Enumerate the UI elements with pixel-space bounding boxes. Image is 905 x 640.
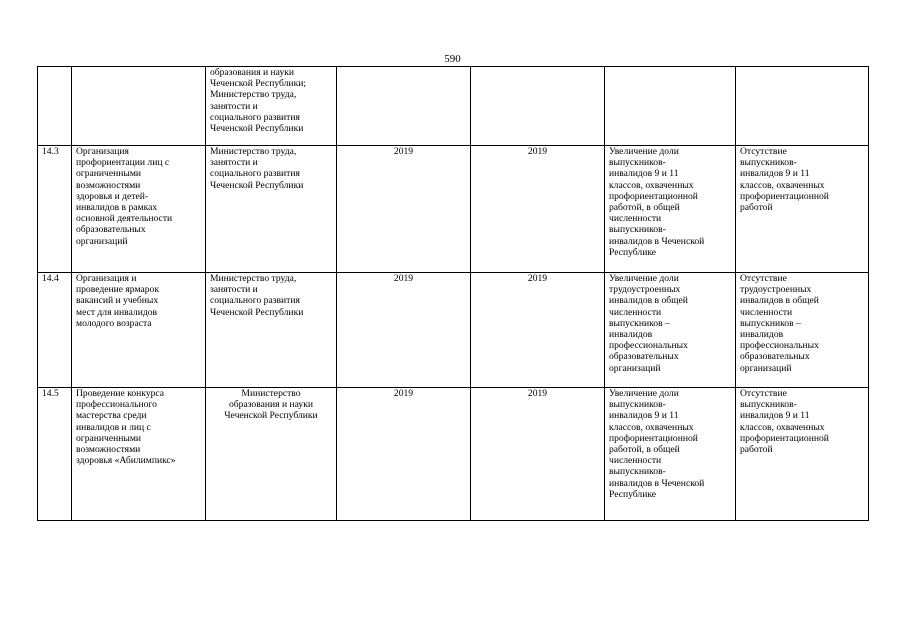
row-number: 14.3 [38,146,72,273]
activity-cell: Проведение конкурса профессионального мастерства среди инвалидов и лиц с ограниченными возможностями здоровья «Абилимпикс» [72,388,206,521]
executor-cell: Министерство труда, занятости и социального развития Чеченской Республики [206,146,337,273]
program-table [37,66,869,521]
table-row [38,67,869,146]
start-year-cell: 2019 [337,388,471,521]
result-cell [605,67,736,146]
end-year-cell [471,67,605,146]
table-row [38,388,869,521]
start-year-cell: 2019 [337,146,471,273]
result-cell: Увеличение доли выпускников- инвалидов 9 и 11 классов, охваченных профориентационной работой, в общей численности выпускников- инвалидов в Чеченской Республике [605,146,736,273]
executor-cell: Министерство образования и науки Чеченской Республики [206,388,337,521]
start-year-cell [337,67,471,146]
row-number: 14.5 [38,388,72,521]
row-number [38,67,72,146]
activity-cell: Организация и проведение ярмарок вакансий и учебных мест для инвалидов молодого возраста [72,273,206,388]
consequence-cell: Отсутствие выпускников- инвалидов 9 и 11 классов, охваченных профориентационной работой [736,388,869,521]
activity-cell: Организация профориентации лиц с ограниченными возможностями здоровья и детей- инвалидов в рамках основной деятельности образовательных организаций [72,146,206,273]
executor-cell: образования и науки Чеченской Республики; Министерство труда, занятости и социального развития Чеченской Республики [206,67,337,146]
consequence-cell: Отсутствие трудоустроенных инвалидов в общей численности выпускников – инвалидов профессиональных образовательных организаций [736,273,869,388]
table-row [38,146,869,273]
consequence-cell: Отсутствие выпускников- инвалидов 9 и 11 классов, охваченных профориентационной работой [736,146,869,273]
page-number: 590 [444,53,461,65]
consequence-cell [736,67,869,146]
end-year-cell: 2019 [471,146,605,273]
start-year-cell: 2019 [337,273,471,388]
table-row [38,273,869,388]
executor-cell: Министерство труда, занятости и социального развития Чеченской Республики [206,273,337,388]
result-cell: Увеличение доли трудоустроенных инвалидов в общей численности выпускников – инвалидов профессиональных образовательных организаций [605,273,736,388]
end-year-cell: 2019 [471,388,605,521]
activity-cell [72,67,206,146]
end-year-cell: 2019 [471,273,605,388]
result-cell: Увеличение доли выпускников- инвалидов 9 и 11 классов, охваченных профориентационной работой, в общей численности выпускников- инвалидов в Чеченской Республике [605,388,736,521]
row-number: 14.4 [38,273,72,388]
